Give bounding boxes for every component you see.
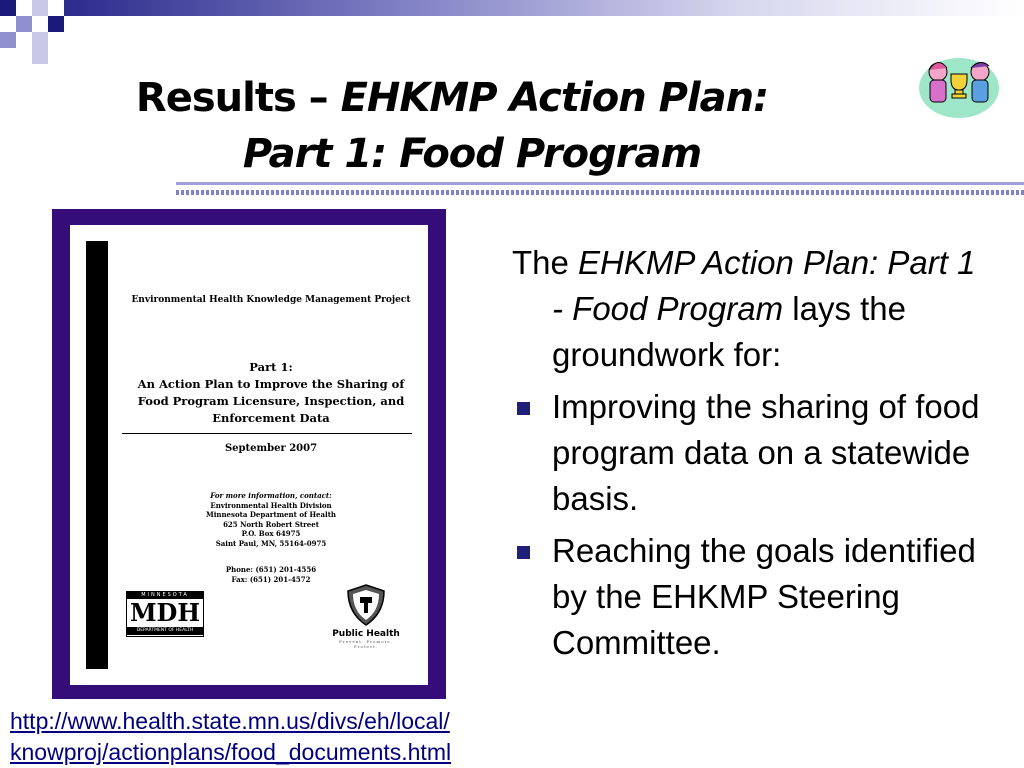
- link-line1[interactable]: http://www.health.state.mn.us/divs/eh/local/: [10, 708, 450, 734]
- mdh-logo: [126, 591, 204, 637]
- corner-square: [48, 16, 64, 32]
- contact-line: Saint Paul, MN, 55164-0975: [215, 538, 327, 548]
- intro-prefix: The: [512, 244, 579, 281]
- public-health-logo: [326, 583, 406, 649]
- corner-square: [0, 0, 16, 16]
- document-project-title: Environmental Health Knowledge Management Project: [131, 295, 411, 305]
- document-part-line: Food Program Licensure, Inspection, and: [137, 394, 405, 408]
- document-part-title: [124, 359, 418, 427]
- corner-square: [16, 16, 32, 32]
- document-part-line: An Action Plan to Improve the Sharing of: [137, 377, 405, 391]
- intro-suffix: lays the groundwork for:: [552, 290, 906, 373]
- document-contact: [124, 491, 418, 548]
- fax-line: Fax: (651) 201-4572: [231, 574, 311, 584]
- mdh-logo-bottom: DEPARTMENT OF HEALTH: [127, 627, 203, 635]
- document-part-line: Part 1:: [249, 360, 293, 374]
- intro-italic: EHKMP Action Plan: Part 1 - Food Program: [552, 244, 976, 327]
- trophy-people-icon: [916, 50, 1002, 120]
- slide-title: [0, 70, 1024, 182]
- bullet-square-icon: [517, 546, 530, 559]
- corner-square: [32, 48, 48, 64]
- shield-icon: [344, 583, 388, 627]
- body-text: [512, 240, 992, 672]
- document-link[interactable]: [10, 706, 451, 768]
- corner-square: [32, 0, 48, 16]
- bullet-square-icon: [517, 402, 530, 415]
- contact-line: Minnesota Department of Health: [205, 510, 337, 519]
- document-date: September 2007: [224, 443, 318, 454]
- phone-line: Phone: (651) 201-4556: [225, 565, 317, 574]
- header-gradient-bar: [64, 0, 1024, 16]
- corner-square: [0, 32, 16, 48]
- document-phone: [124, 565, 418, 584]
- contact-line: P.O. Box 64975: [241, 529, 301, 538]
- document-thumbnail: [52, 209, 446, 699]
- title-plain: Results –: [135, 75, 341, 121]
- title-divider: [176, 182, 1024, 201]
- mdh-logo-text: MDH: [129, 598, 201, 627]
- bullet-text: Improving the sharing of food program data on a statewide basis.: [552, 388, 980, 517]
- bullet-text: Reaching the goals identified by the EHKMP Steering Committee.: [552, 532, 976, 661]
- bullet-item: [512, 528, 992, 666]
- intro-paragraph: [512, 240, 992, 378]
- contact-line: 625 North Robert Street: [223, 519, 319, 529]
- title-line2: Part 1: Food Program: [242, 131, 702, 177]
- document-side-bar: [86, 241, 108, 669]
- document-part-line: Enforcement Data: [212, 411, 330, 425]
- title-italic: EHKMP Action Plan:: [340, 75, 769, 121]
- public-health-label: Public Health: [332, 629, 400, 639]
- corner-square: [32, 32, 48, 48]
- public-health-tagline: Prevent. Promote. Protect.: [339, 639, 393, 649]
- contact-line: Environmental Health Division: [210, 500, 332, 510]
- link-line2[interactable]: knowproj/actionplans/food_documents.html: [10, 739, 452, 765]
- bullet-item: [512, 384, 992, 522]
- mdh-logo-top: MINNESOTA: [127, 592, 203, 599]
- document-page: [70, 225, 428, 685]
- contact-line: For more information, contact:: [210, 491, 332, 500]
- document-divider: [122, 433, 412, 434]
